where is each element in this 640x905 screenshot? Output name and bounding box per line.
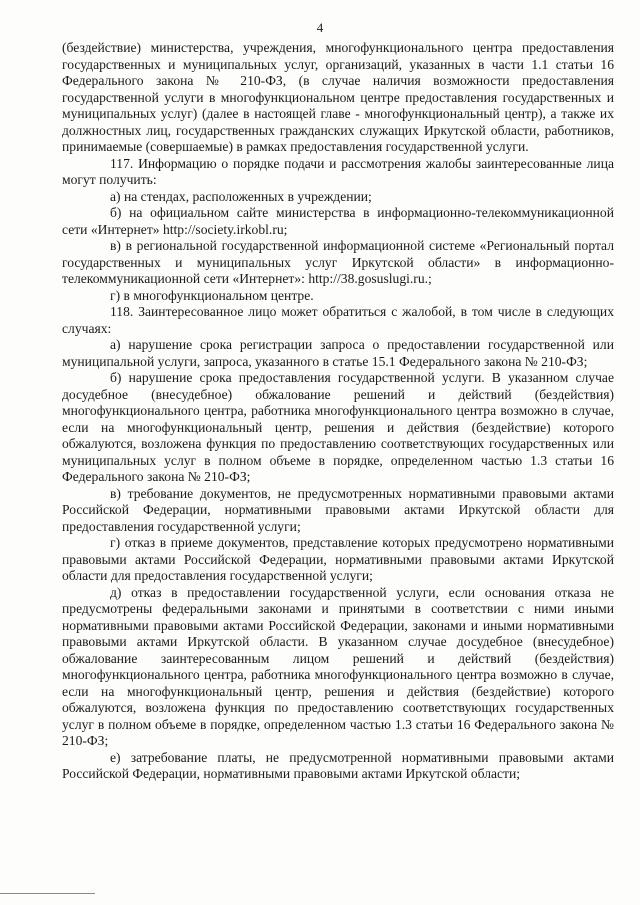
paragraph-118-d: д) отказ в предоставлении государственной услуги, если основания отказа не предусмотрены федеральными законами и принятыми в соответствии с ними иными нормативными правовыми актами Российской Федерации, законами и иными нормативными правовыми актами Иркутской области. В указанном случае досудебное (внесудебное) обжалование заинтересованным лицом решений и действий (бездействия) многофункционального центра, работника многофункционального центра возможно в случае, если на многофункциональный центр, решения и действия (бездействие) которого обжалуются, возложена функция по предоставлению соответствующих государственных услуг в полном объеме в порядке, определенном частью 1.3 статьи 16 Федерального закона № 210-ФЗ; [62,584,614,748]
page-number: 4 [316,20,324,35]
paragraph-117-a: а) на стендах, расположенных в учреждении; [110,188,372,204]
paragraph-118-intro: 118. Заинтересованное лицо может обратиться с жалобой, в том числе в следующих случаях: [62,304,614,336]
paragraph-118-g: г) отказ в приеме документов, представление которых предусмотрено нормативными правовыми актами Российской Федерации, нормативными правовыми актами Иркутской области для предоставления государственной услуги; [62,535,614,583]
body-text [62,40,614,783]
paragraph-117-g: г) в многофункциональном центре. [110,287,314,303]
paragraph-118-b: б) нарушение срока предоставления государственной услуги. В указанном случае досудебное (внесудебное) обжалование решений и действий (бездействия) многофункционального центра, работника многофункционального центра возможно в случае, если на многофункциональный центр, решения и действия (бездействие) которого обжалуются, возложена функция по предоставлению соответствующих государственных или муниципальных услуг в полном объеме в порядке, определенном частью 1.3 статьи 16 Федерального закона № 210-ФЗ; [62,370,614,484]
paragraph-117-intro: 117. Информацию о порядке подачи и рассмотрения жалобы заинтересованные лица могут получить: [62,155,614,187]
footnote-divider [0,893,95,894]
paragraph-117-b: б) на официальном сайте министерства в информационно-телекоммуникационной сети «Интернет» http://society.irkobl.ru; [62,205,614,237]
paragraph-117-v: в) в региональной государственной информационной системе «Региональный портал государственных и муниципальных услуг Иркутской области» в информационно-телекоммуникационной сети «Интернет»: http://38.gosuslugi.ru.; [62,238,614,286]
paragraph-continuation-bezdeystvie: (бездействие) министерства, учреждения, многофункционального центра предоставления государственных и муниципальных услуг, организаций, указанных в части 1.1 статьи 16 Федерального закона № 210-ФЗ, (в случае наличия возможности предоставления государственной услуги в многофункциональном центре предоставления государственных и муниципальных услуг) (далее в настоящей главе - многофункциональный центр), а также их должностных лиц, государственных гражданских служащих Иркутской области, работников, принимаемые (совершаемые) в рамках предоставления государственной услуги. [62,40,614,154]
paragraph-118-v: в) требование документов, не предусмотренных нормативными правовыми актами Российской Федерации, нормативными правовыми актами Иркутской области для предоставления государственной услуги; [62,485,614,534]
paragraph-118-a: а) нарушение срока регистрации запроса о предоставлении государственной или муниципальной услуги, запроса, указанного в статье 15.1 Федерального закона № 210-ФЗ; [62,337,614,369]
paragraph-118-e: е) затребование платы, не предусмотренной нормативными правовыми актами Российской Федерации, нормативными правовыми актами Иркутской области; [62,749,614,781]
